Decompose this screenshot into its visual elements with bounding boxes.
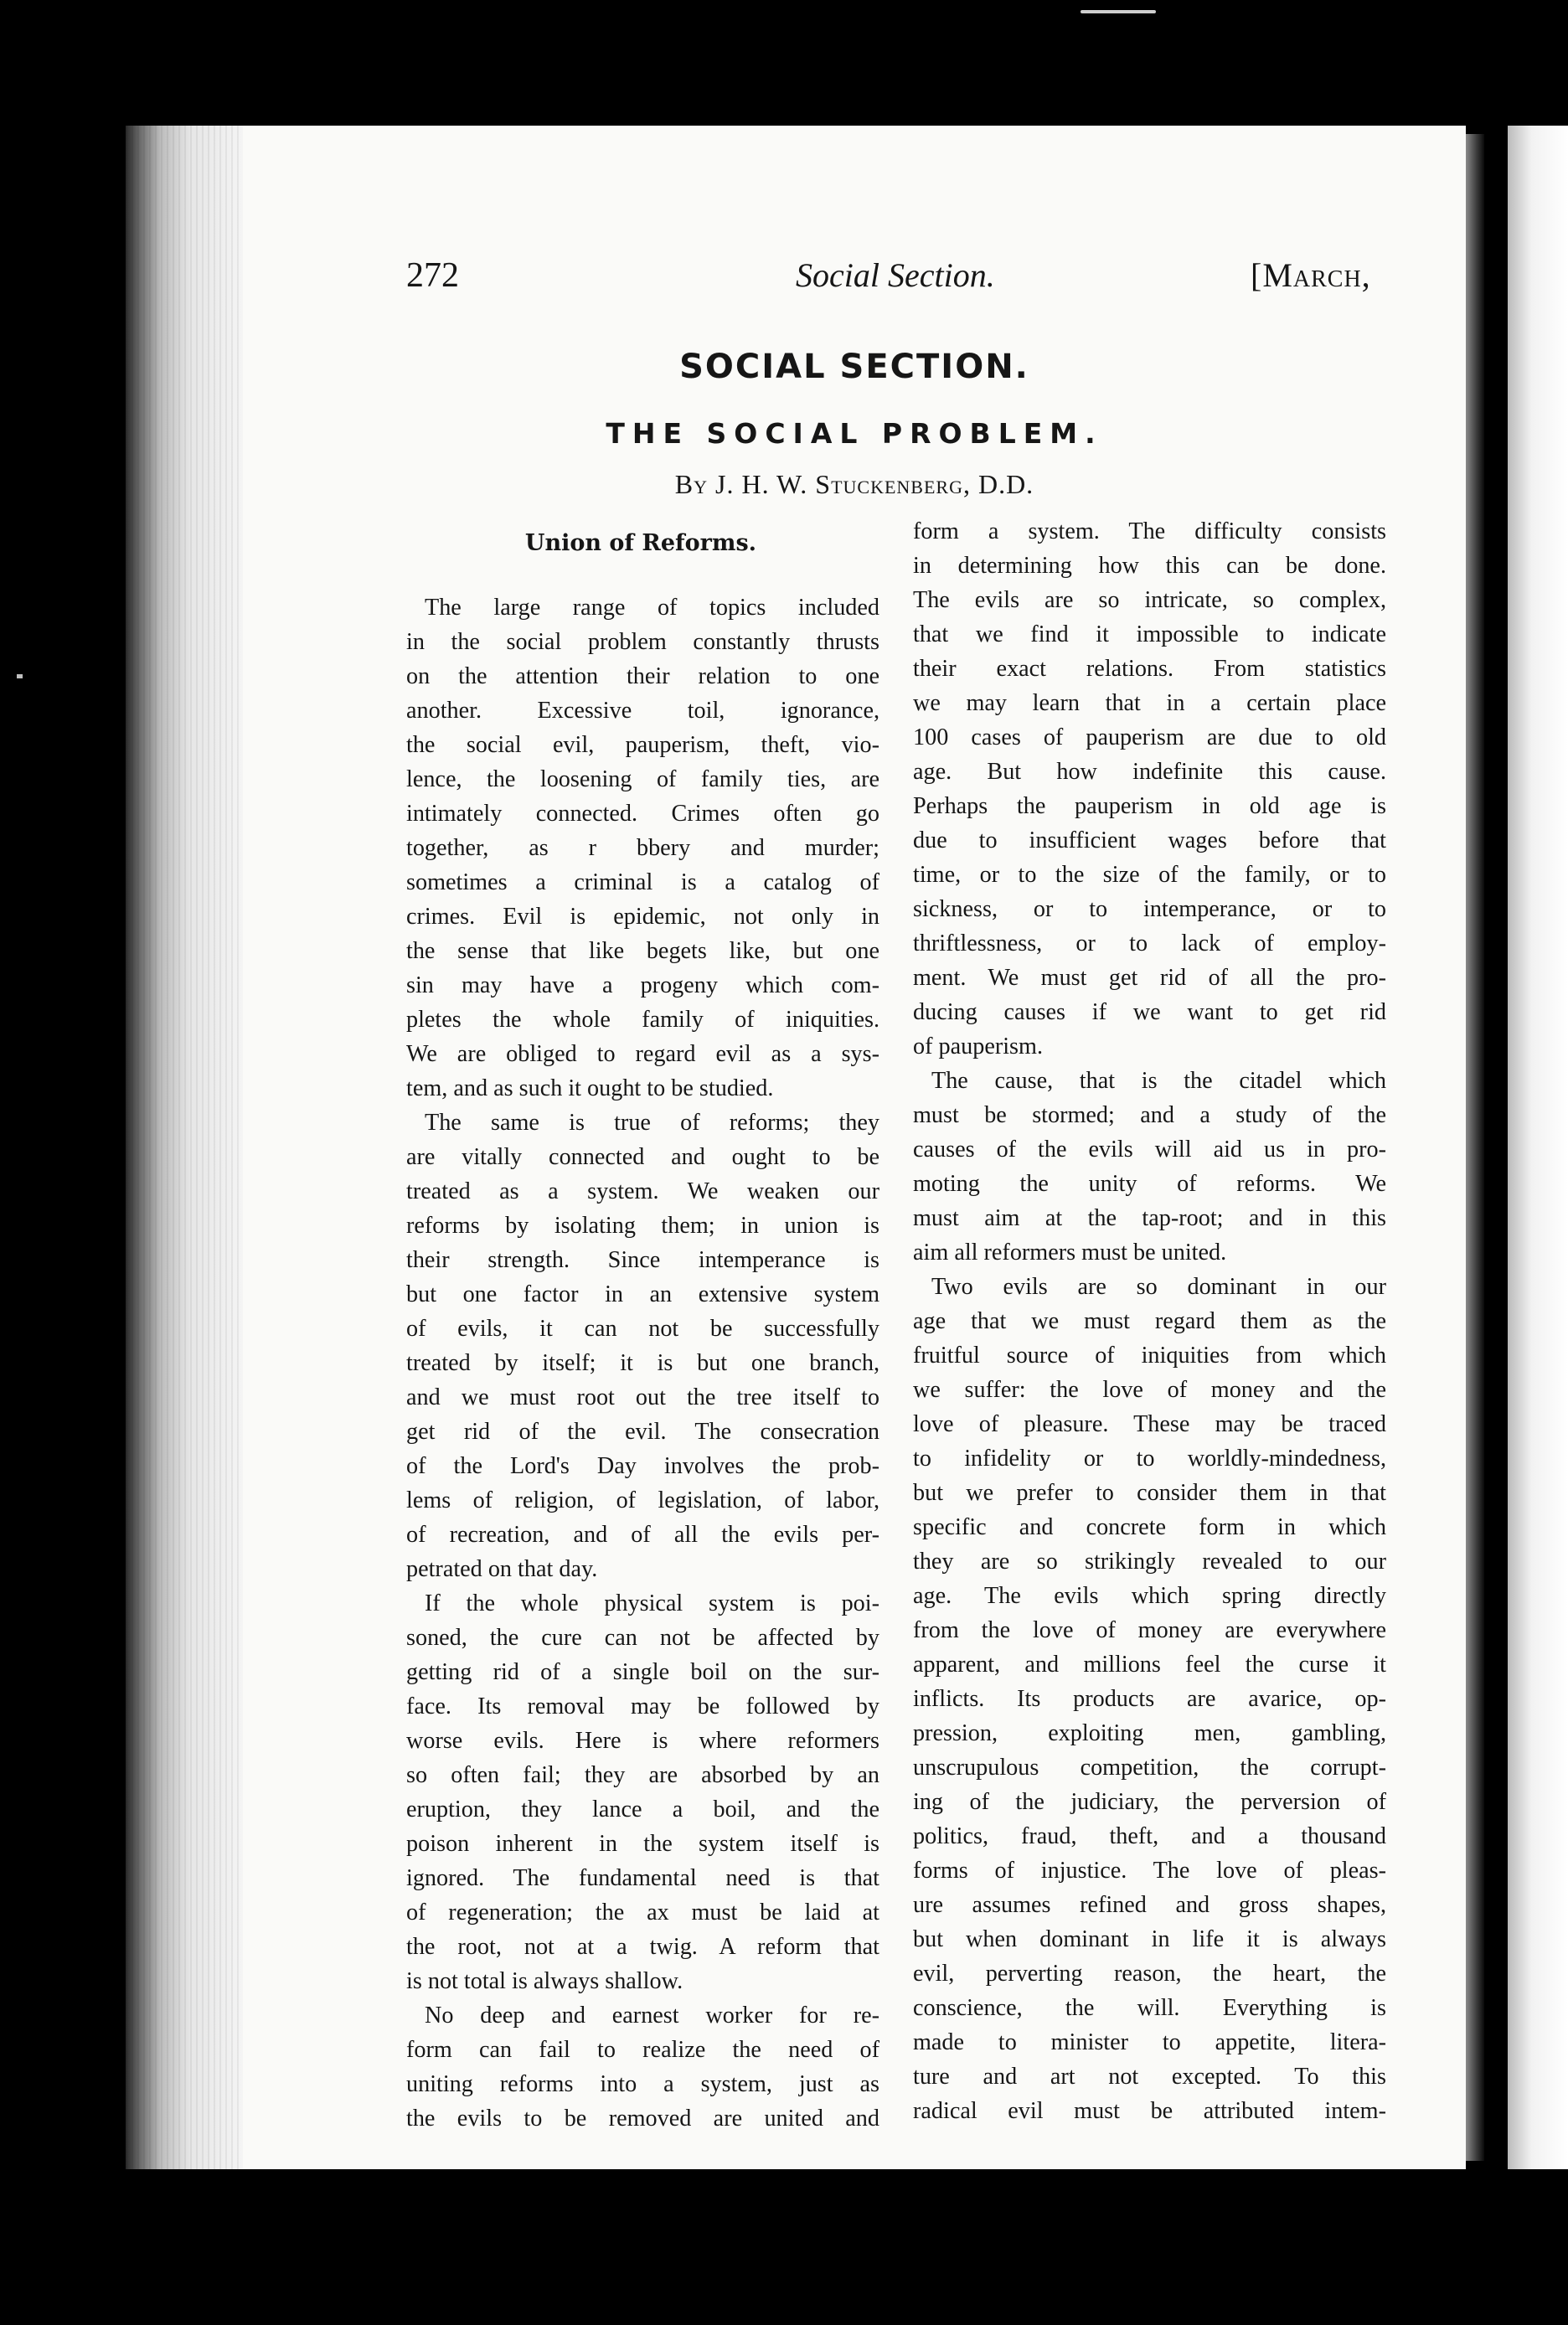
text-line: inflicts. Its products are avarice, op- [913,1686,1386,1712]
text-line: we suffer: the love of money and the [913,1377,1386,1403]
text-line: must be stormed; and a study of the [913,1102,1386,1128]
text-line: we may learn that in a certain place [913,690,1386,716]
section-title: SOCIAL SECTION. [679,348,1029,386]
text-line: poison inherent in the system itself is [406,1831,879,1857]
text-line: love of pleasure. These may be traced [913,1411,1386,1437]
text-line: conscience, the will. Everything is [913,1995,1386,2021]
running-head [243,255,1466,306]
text-line: on the attention their relation to one [406,663,879,689]
text-line: in the social problem constantly thrusts [406,629,879,655]
text-line: made to minister to appetite, litera- [913,2029,1386,2055]
text-line: lence, the loosening of family ties, are [406,766,879,792]
text-line: evil, perverting reason, the heart, the [913,1961,1386,1987]
text-line: thriftlessness, or to lack of employ- [913,931,1386,956]
text-line: their exact relations. From statistics [913,656,1386,682]
text-line: treated as a system. We weaken our [406,1178,879,1204]
text-line: from the love of money are everywhere [913,1617,1386,1643]
text-line: due to insufficient wages before that [913,827,1386,853]
text-line: moting the unity of reforms. We [913,1171,1386,1197]
text-line: the sense that like begets like, but one [406,938,879,964]
text-line: of pauperism. [913,1034,1043,1059]
page-number: 272 [406,256,459,295]
text-line: intimately connected. Crimes often go [406,801,879,827]
text-line: they are so strikingly revealed to our [913,1549,1386,1575]
text-line: unscrupulous competition, the corrupt- [913,1755,1386,1781]
running-date [1251,255,1371,295]
text-line: The same is true of reforms; they [425,1110,879,1136]
text-line: face. Its removal may be followed by [406,1693,879,1719]
text-line: and we must root out the tree itself to [406,1384,879,1410]
text-line: If the whole physical system is poi- [425,1590,879,1616]
text-line: sometimes a criminal is a catalog of [406,869,879,895]
text-line: worse evils. Here is where reformers [406,1728,879,1754]
text-line: We are obliged to regard evil as a sys- [406,1041,879,1067]
text-line: causes of the evils will aid us in pro- [913,1137,1386,1162]
text-line: fruitful source of iniquities from which [913,1343,1386,1369]
text-line: No deep and earnest worker for re- [425,2003,879,2029]
text-line: of recreation, and of all the evils per- [406,1522,879,1548]
text-line: lems of religion, of legislation, of labor, [406,1487,879,1513]
text-line: ment. We must get rid of all the pro- [913,965,1386,991]
left-column [406,590,879,2136]
text-line: to infidelity or to worldly-mindedness, [913,1446,1386,1472]
text-line: that we find it impossible to indicate [913,621,1386,647]
text-line: of the Lord's Day involves the prob- [406,1453,879,1479]
text-line: age. But how indefinite this cause. [913,759,1386,785]
text-line: Perhaps the pauperism in old age is [913,793,1386,819]
text-line: time, or to the size of the family, or to [913,862,1386,888]
text-line: treated by itself; it is but one branch, [406,1350,879,1376]
text-line: petrated on that day. [406,1556,598,1582]
running-title: Social Section. [796,256,995,294]
text-line: The evils are so intricate, so complex, [913,587,1386,613]
text-line: but when dominant in life it is always [913,1926,1386,1952]
gutter-shadow [1466,134,1484,2161]
text-line: politics, fraud, theft, and a thousand [913,1823,1386,1849]
text-line: eruption, they lance a boil, and the [406,1797,879,1822]
text-line: must aim at the tap-root; and in this [913,1205,1386,1231]
text-line: radical evil must be attributed intem- [913,2098,1386,2124]
text-line: but one factor in an extensive system [406,1281,879,1307]
text-line: get rid of the evil. The consecration [406,1419,879,1445]
text-line: their strength. Since intemperance is [406,1247,879,1273]
text-line: age that we must regard them as the [913,1308,1386,1334]
text-line: the root, not at a twig. A reform that [406,1934,879,1960]
text-line: of regeneration; the ax must be laid at [406,1900,879,1925]
text-line: tem, and as such it ought to be studied. [406,1075,774,1101]
text-line: aim all reformers must be united. [913,1240,1227,1266]
text-line: the social evil, pauperism, theft, vio- [406,732,879,758]
text-line: getting rid of a single boil on the sur- [406,1659,879,1685]
text-line: ducing causes if we want to get rid [913,999,1386,1025]
text-line: ing of the judiciary, the perversion of [913,1789,1386,1815]
text-line: crimes. Evil is epidemic, not only in [406,904,879,930]
text-line: form can fail to realize the need of [406,2037,879,2063]
text-line: Two evils are so dominant in our [931,1274,1386,1300]
text-line: forms of injustice. The love of pleas- [913,1858,1386,1884]
byline-text: By J. H. W. Stuckenberg, D.D. [674,469,1034,499]
text-line: apparent, and millions feel the curse it [913,1652,1386,1678]
text-line: specific and concrete form in which [913,1514,1386,1540]
scan-artifact-dot [17,674,23,678]
text-line: pression, exploiting men, gambling, [913,1720,1386,1746]
text-line: are vitally connected and ought to be [406,1144,879,1170]
text-line: is not total is always shallow. [406,1968,683,1994]
text-line: uniting reforms into a system, just as [406,2071,879,2097]
text-line: pletes the whole family of iniquities. [406,1007,879,1033]
text-line: sin may have a progeny which com- [406,972,879,998]
book-page-edges [126,126,243,2169]
book-page [243,126,1466,2169]
text-line: The cause, that is the citadel which [931,1068,1386,1094]
text-line: form a system. The difficulty consists [913,518,1386,544]
text-line: age. The evils which spring directly [913,1583,1386,1609]
facing-page-edge [1508,126,1568,2169]
text-line: The large range of topics included [425,595,879,621]
text-line: in determining how this can be done. [913,553,1386,579]
text-line: together, as r bbery and murder; [406,835,879,861]
subheading: Union of Reforms. [524,530,757,556]
text-line: sickness, or to intemperance, or to [913,896,1386,922]
text-line: ignored. The fundamental need is that [406,1865,879,1891]
text-line: ture and art not excepted. To this [913,2064,1386,2090]
text-line: of evils, it can not be successfully [406,1316,879,1342]
text-line: 100 cases of pauperism are due to old [913,724,1386,750]
byline [243,469,1466,500]
text-line: another. Excessive toil, ignorance, [406,698,879,724]
scan-artifact [1081,10,1156,13]
text-line: reforms by isolating them; in union is [406,1213,879,1239]
text-line: ure assumes refined and gross shapes, [913,1892,1386,1918]
text-line: but we prefer to consider them in that [913,1480,1386,1506]
running-date-text: [March, [1251,256,1371,294]
text-line: soned, the cure can not be affected by [406,1625,879,1651]
article-title: THE SOCIAL PROBLEM. [606,417,1103,450]
right-column [913,514,1386,2128]
text-line: so often fail; they are absorbed by an [406,1762,879,1788]
text-line: the evils to be removed are united and [406,2106,879,2132]
